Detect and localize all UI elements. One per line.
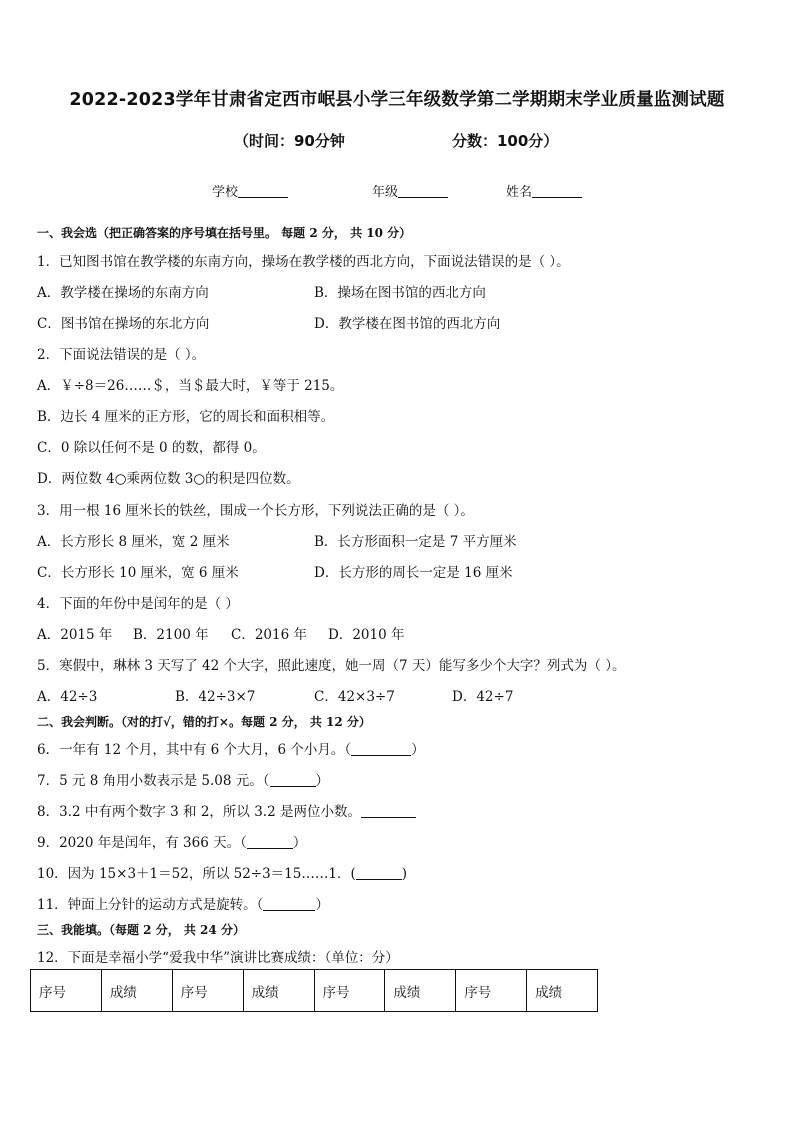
q4-option-b: B．2100 年	[133, 627, 209, 643]
table-row	[31, 970, 598, 1012]
name-label: 姓名	[506, 185, 533, 200]
q2-option-d: D．两位数 4○乘两位数 3○的积是四位数。	[37, 471, 300, 487]
table-header-cell: 序号	[31, 970, 102, 1012]
section-1-header: 一、我会选（把正确答案的序号填在括号里。 每题 2 分， 共 10 分）	[37, 226, 412, 240]
q3-option-d: D．长方形的周长一定是 16 厘米	[314, 565, 513, 581]
q6-answer-blank[interactable]	[351, 743, 411, 756]
grade-label: 年级	[372, 185, 399, 200]
q6-close: ）	[411, 742, 425, 758]
q8-text: 8．3.2 中有两个数字 3 和 2，所以 3.2 是两位小数。	[37, 804, 361, 820]
grade-blank	[398, 185, 448, 198]
name-field	[506, 181, 582, 200]
school-blank	[238, 185, 288, 198]
q7-answer-blank[interactable]	[270, 774, 316, 787]
q4-option-a: A．2015 年	[37, 627, 113, 643]
exam-time: （时间：90分钟	[234, 132, 345, 150]
table-header-cell: 序号	[172, 970, 243, 1012]
q5-option-b: B．42÷3×7	[175, 689, 256, 705]
q4-option-d: D．2010 年	[328, 627, 405, 643]
question-2: 2．下面说法错误的是（ ）。	[37, 347, 206, 363]
q2-option-a: A．￥÷8＝26……＄，当＄最大时，￥等于 215。	[37, 378, 344, 394]
question-11	[37, 893, 329, 913]
table-header-cell: 序号	[314, 970, 385, 1012]
question-4: 4．下面的年份中是闰年的是（ ）	[37, 596, 239, 612]
table-header-cell: 成绩	[527, 970, 598, 1012]
section-2-header: 二、我会判断。（对的打√，错的打×。每题 2 分， 共 12 分）	[37, 715, 371, 729]
q11-answer-blank[interactable]	[263, 898, 315, 911]
section-3-header: 三、我能填。（每题 2 分， 共 24 分）	[37, 923, 245, 937]
question-6	[37, 738, 425, 758]
q4-option-c: C．2016 年	[231, 627, 307, 643]
q5-option-a: A．42÷3	[37, 689, 98, 705]
q10-close: )	[401, 866, 408, 882]
q11-close: ）	[315, 897, 329, 913]
q9-answer-blank[interactable]	[247, 836, 293, 849]
exam-title: 2022-2023学年甘肃省定西市岷县小学三年级数学第二学期期末学业质量监测试题	[69, 90, 725, 110]
q1-option-a: A．教学楼在操场的东南方向	[37, 285, 209, 301]
table-header-cell: 序号	[456, 970, 527, 1012]
q3-option-c: C．长方形长 10 厘米，宽 6 厘米	[37, 565, 239, 581]
q11-text: 11．钟面上分针的运动方式是旋转。（	[37, 897, 264, 913]
q9-close: ）	[292, 835, 307, 851]
table-header-cell: 成绩	[101, 970, 172, 1012]
q2-option-b: B．边长 4 厘米的正方形，它的周长和面积相等。	[37, 409, 335, 425]
question-8	[37, 800, 416, 820]
q2-option-c: C．0 除以任何不是 0 的数，都得 0。	[37, 440, 266, 456]
q5-option-d: D．42÷7	[452, 689, 514, 705]
q9-text: 9．2020 年是闰年，有 366 天。（	[37, 835, 247, 851]
school-field	[212, 181, 288, 200]
question-3: 3．用一根 16 厘米长的铁丝，围成一个长方形，下列说法正确的是（ ）。	[37, 503, 474, 519]
q7-close: ）	[315, 773, 330, 789]
exam-score: 分数：100分）	[452, 132, 559, 150]
name-blank	[532, 185, 582, 198]
q1-option-d: D．教学楼在图书馆的西北方向	[314, 316, 501, 332]
grade-field	[372, 181, 448, 200]
q7-text: 7．5 元 8 角用小数表示是 5.08 元。（	[37, 773, 270, 789]
q8-answer-blank[interactable]	[361, 805, 416, 818]
q5-option-c: C．42×3÷7	[314, 689, 395, 705]
q3-option-b: B．长方形面积一定是 7 平方厘米	[314, 534, 517, 550]
q10-text: 10．因为 15×3＋1＝52，所以 52÷3＝15……1．(	[37, 866, 356, 882]
question-7	[37, 769, 329, 789]
question-10	[37, 862, 407, 882]
q10-answer-blank[interactable]	[356, 867, 402, 880]
table-header-cell: 成绩	[385, 970, 456, 1012]
table-header-cell: 成绩	[243, 970, 314, 1012]
question-1: 1．已知图书馆在教学楼的东南方向，操场在教学楼的西北方向，下面说法错误的是（ ）。	[37, 254, 570, 270]
q3-option-a: A．长方形长 8 厘米，宽 2 厘米	[37, 534, 230, 550]
q1-option-b: B．操场在图书馆的西北方向	[314, 285, 486, 301]
score-table	[30, 969, 598, 1012]
school-label: 学校	[212, 185, 239, 200]
question-9	[37, 831, 306, 851]
question-5: 5．寒假中，琳林 3 天写了 42 个大字，照此速度，她一周（7 天）能写多少个大字？列式为（ ）。	[37, 658, 626, 674]
q1-option-c: C．图书馆在操场的东北方向	[37, 316, 210, 332]
question-12: 12．下面是幸福小学“爱我中华”演讲比赛成绩：（单位：分）	[37, 950, 399, 966]
q6-text: 6．一年有 12 个月，其中有 6 个大月，6 个小月。（	[37, 742, 352, 758]
